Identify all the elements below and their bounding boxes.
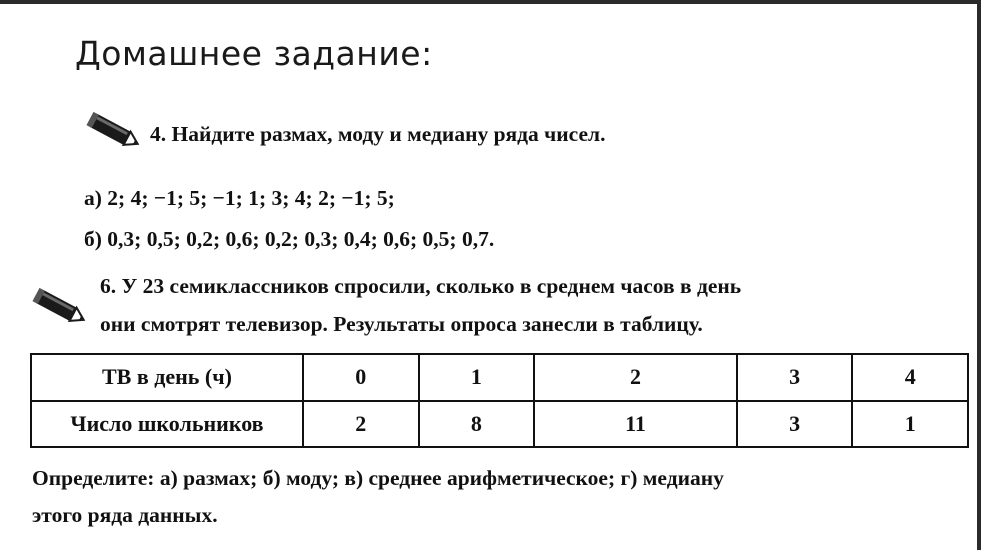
task4-series-a: а) 2; 4; −1; 5; −1; 1; 3; 4; 2; −1; 5; xyxy=(84,186,395,210)
table-cell: 4 xyxy=(852,354,968,401)
task6-statement-line2: они смотрят телевизор. Результаты опроса занесли в таблицу. xyxy=(100,312,703,336)
table-cell: 1 xyxy=(419,354,535,401)
task6-text-line1: У 23 семиклассников спросили, сколько в среднем часов в день xyxy=(121,274,742,298)
task6-number: 6. xyxy=(100,274,117,298)
task6-statement-line1 xyxy=(100,274,741,299)
task4-number: 4. xyxy=(150,122,167,146)
table-row xyxy=(31,354,968,401)
task6-question-line2: этого ряда данных. xyxy=(32,503,218,527)
frame-right-border xyxy=(977,0,981,550)
table-row-header: ТВ в день (ч) xyxy=(31,354,303,401)
task4-text: Найдите размах, моду и медиану ряда чисел. xyxy=(171,122,606,146)
pencil-icon xyxy=(30,286,90,332)
task4-series-b: б) 0,3; 0,5; 0,2; 0,6; 0,2; 0,3; 0,4; 0,6; 0,5; 0,7. xyxy=(84,227,495,251)
table-cell: 3 xyxy=(737,401,853,448)
table-cell: 11 xyxy=(534,401,737,448)
table-row-header: Число школьников xyxy=(31,401,303,448)
table-row xyxy=(31,401,968,448)
task4-statement xyxy=(150,122,605,147)
tv-hours-table xyxy=(30,353,969,448)
table-cell: 2 xyxy=(534,354,737,401)
table-cell: 3 xyxy=(737,354,853,401)
frame-top-border xyxy=(0,0,981,4)
table-cell: 2 xyxy=(303,401,419,448)
page-title: Домашнее задание: xyxy=(75,34,433,73)
task6-question-line1: Определите: а) размах; б) моду; в) среднее арифметическое; г) медиану xyxy=(32,466,724,490)
pencil-icon xyxy=(84,110,144,156)
table-cell: 8 xyxy=(419,401,535,448)
table-cell: 0 xyxy=(303,354,419,401)
table-cell: 1 xyxy=(852,401,968,448)
